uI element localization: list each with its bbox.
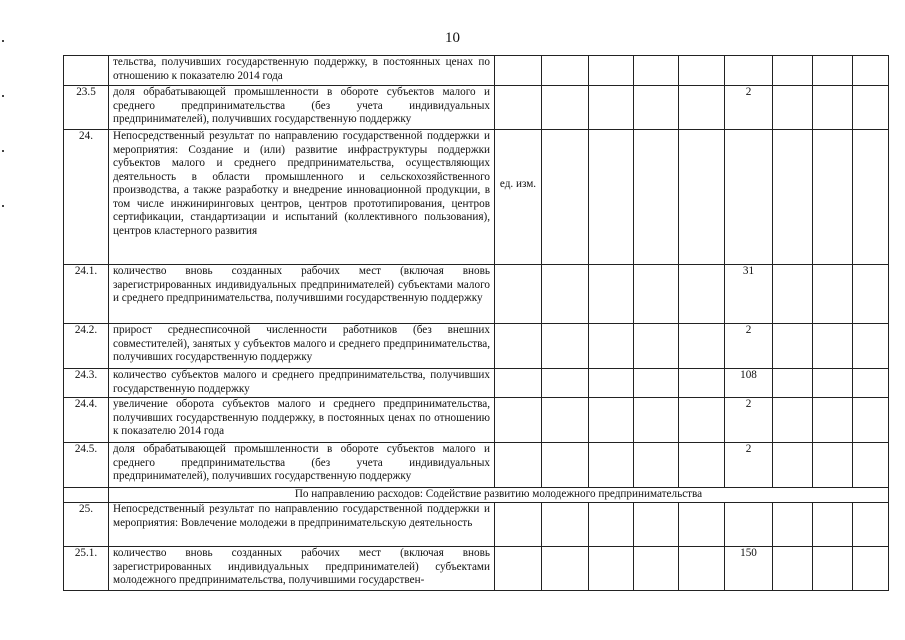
empty-cell bbox=[634, 398, 679, 443]
row-number: 25. bbox=[64, 503, 109, 547]
row-number: 24.1. bbox=[64, 265, 109, 324]
row-unit bbox=[495, 324, 542, 369]
row-number: 24. bbox=[64, 130, 109, 265]
table-row bbox=[64, 398, 889, 443]
empty-cell bbox=[679, 547, 725, 591]
empty-cell bbox=[634, 56, 679, 86]
empty-cell bbox=[813, 265, 853, 324]
empty-cell bbox=[589, 398, 634, 443]
empty-cell bbox=[773, 130, 813, 265]
empty-cell bbox=[589, 324, 634, 369]
row-number: 24.2. bbox=[64, 324, 109, 369]
empty-cell bbox=[589, 503, 634, 547]
empty-cell bbox=[853, 86, 889, 130]
empty-cell bbox=[679, 56, 725, 86]
table-row bbox=[64, 56, 889, 86]
empty-cell bbox=[853, 443, 889, 488]
empty-cell bbox=[853, 324, 889, 369]
empty-cell bbox=[813, 503, 853, 547]
empty-cell bbox=[542, 86, 589, 130]
empty-cell bbox=[542, 265, 589, 324]
row-value: 31 bbox=[725, 265, 773, 324]
row-description: количество вновь созданных рабочих мест (включая вновь зарегистрированных индивидуальных предпринимателей) субъектами молодежного предпринимательства, получившими государствен- bbox=[109, 547, 495, 591]
indicators-table bbox=[63, 55, 889, 591]
empty-cell bbox=[813, 398, 853, 443]
row-description: увеличение оборота субъектов малого и среднего предпринимательства, получивших государственную поддержку, в постоянных ценах по отношению к показателю 2014 года bbox=[109, 398, 495, 443]
empty-cell bbox=[679, 86, 725, 130]
empty-cell bbox=[773, 547, 813, 591]
empty-cell bbox=[634, 86, 679, 130]
empty-cell bbox=[853, 547, 889, 591]
empty-cell bbox=[589, 130, 634, 265]
unit-label: ед. изм. bbox=[499, 178, 537, 190]
empty-cell bbox=[634, 369, 679, 398]
scan-mark bbox=[2, 150, 4, 152]
empty-cell bbox=[679, 503, 725, 547]
table-row bbox=[64, 503, 889, 547]
empty-cell bbox=[634, 443, 679, 488]
scan-mark bbox=[2, 95, 4, 97]
empty-cell bbox=[589, 443, 634, 488]
table-row bbox=[64, 324, 889, 369]
empty-cell bbox=[679, 130, 725, 265]
empty-cell bbox=[853, 56, 889, 86]
empty-cell bbox=[773, 369, 813, 398]
empty-cell bbox=[679, 369, 725, 398]
empty-cell bbox=[542, 324, 589, 369]
row-description: прирост среднесписочной численности работников (без внешних совместителей), занятых у субъектов малого и среднего предпринимательства, получивших государственную поддержку bbox=[109, 324, 495, 369]
empty-cell bbox=[853, 398, 889, 443]
empty-cell bbox=[813, 369, 853, 398]
table-row bbox=[64, 265, 889, 324]
empty-cell bbox=[634, 547, 679, 591]
row-value: 108 bbox=[725, 369, 773, 398]
table-row bbox=[64, 369, 889, 398]
page-number: 10 bbox=[445, 30, 460, 46]
row-description: тельства, получивших государственную поддержку, в постоянных ценах по отношению к показателю 2014 года bbox=[109, 56, 495, 86]
row-number bbox=[64, 56, 109, 86]
row-value: 2 bbox=[725, 398, 773, 443]
row-value bbox=[725, 56, 773, 86]
empty-cell bbox=[773, 443, 813, 488]
row-number: 24.4. bbox=[64, 398, 109, 443]
row-value bbox=[725, 130, 773, 265]
row-unit bbox=[495, 398, 542, 443]
empty-cell bbox=[853, 265, 889, 324]
row-value bbox=[725, 503, 773, 547]
row-unit bbox=[495, 265, 542, 324]
empty-cell bbox=[542, 503, 589, 547]
table-row bbox=[64, 130, 889, 265]
empty-cell bbox=[634, 265, 679, 324]
section-row bbox=[64, 488, 889, 503]
row-unit bbox=[495, 369, 542, 398]
row-value: 150 bbox=[725, 547, 773, 591]
row-number: 24.3. bbox=[64, 369, 109, 398]
empty-cell bbox=[589, 369, 634, 398]
row-value: 2 bbox=[725, 324, 773, 369]
empty-cell bbox=[813, 130, 853, 265]
section-heading: По направлению расходов: Содействие развитию молодежного предпринимательства bbox=[109, 488, 889, 503]
empty-cell bbox=[773, 86, 813, 130]
empty-cell bbox=[773, 503, 813, 547]
row-description: Непосредственный результат по направлению государственной поддержки и мероприятия: Создание и (или) развитие инфраструктуры поддержки субъектов малого и среднего предпринимательства, осуществляющих деятельность в области промышленного и сельскохозяйственного производства, а также разработку и внедрение инновационной продукции, в том числе инжиниринговых центров, центров прототипирования, центров сертификации, стандартизации и испытаний (коллективного пользования), центров кластерного развития bbox=[109, 130, 495, 265]
row-unit bbox=[495, 503, 542, 547]
empty-cell bbox=[542, 56, 589, 86]
empty-cell bbox=[853, 369, 889, 398]
empty-cell bbox=[634, 130, 679, 265]
row-unit bbox=[495, 130, 542, 265]
empty-cell bbox=[679, 398, 725, 443]
row-unit bbox=[495, 443, 542, 488]
empty-cell bbox=[853, 503, 889, 547]
empty-cell bbox=[773, 265, 813, 324]
empty-cell bbox=[589, 265, 634, 324]
empty-cell bbox=[679, 324, 725, 369]
row-description: Непосредственный результат по направлению государственной поддержки и мероприятия: Вовлечение молодежи в предпринимательскую деятельность bbox=[109, 503, 495, 547]
empty-cell bbox=[589, 56, 634, 86]
empty-cell bbox=[589, 547, 634, 591]
empty-cell bbox=[853, 130, 889, 265]
empty-cell bbox=[679, 265, 725, 324]
empty-cell bbox=[679, 443, 725, 488]
row-value: 2 bbox=[725, 86, 773, 130]
empty-cell bbox=[813, 86, 853, 130]
row-description: количество вновь созданных рабочих мест (включая вновь зарегистрированных индивидуальных предпринимателей) субъектами малого и среднего предпринимательства, получившими государственную поддержку bbox=[109, 265, 495, 324]
empty-cell bbox=[542, 547, 589, 591]
row-value: 2 bbox=[725, 443, 773, 488]
empty-cell bbox=[773, 324, 813, 369]
empty-cell bbox=[773, 56, 813, 86]
table-row bbox=[64, 443, 889, 488]
row-description: количество субъектов малого и среднего предпринимательства, получивших государственную поддержку bbox=[109, 369, 495, 398]
table-row bbox=[64, 547, 889, 591]
empty-cell bbox=[542, 443, 589, 488]
empty-cell bbox=[634, 503, 679, 547]
row-description: доля обрабатывающей промышленности в обороте субъектов малого и среднего предпринимательства (без учета индивидуальных предпринимателей), получивших государственную поддержку bbox=[109, 443, 495, 488]
empty-cell bbox=[634, 324, 679, 369]
empty-cell bbox=[813, 443, 853, 488]
row-unit bbox=[495, 56, 542, 86]
scan-mark bbox=[2, 205, 4, 207]
empty-cell bbox=[813, 56, 853, 86]
row-unit bbox=[495, 547, 542, 591]
empty-cell bbox=[64, 488, 109, 503]
empty-cell bbox=[542, 369, 589, 398]
table-row bbox=[64, 86, 889, 130]
empty-cell bbox=[813, 324, 853, 369]
empty-cell bbox=[813, 547, 853, 591]
empty-cell bbox=[589, 86, 634, 130]
row-number: 23.5 bbox=[64, 86, 109, 130]
row-description: доля обрабатывающей промышленности в обороте субъектов малого и среднего предпринимательства (без учета индивидуальных предпринимателей), получивших государственную поддержку bbox=[109, 86, 495, 130]
empty-cell bbox=[773, 398, 813, 443]
empty-cell bbox=[542, 398, 589, 443]
row-number: 24.5. bbox=[64, 443, 109, 488]
row-number: 25.1. bbox=[64, 547, 109, 591]
empty-cell bbox=[542, 130, 589, 265]
row-unit bbox=[495, 86, 542, 130]
